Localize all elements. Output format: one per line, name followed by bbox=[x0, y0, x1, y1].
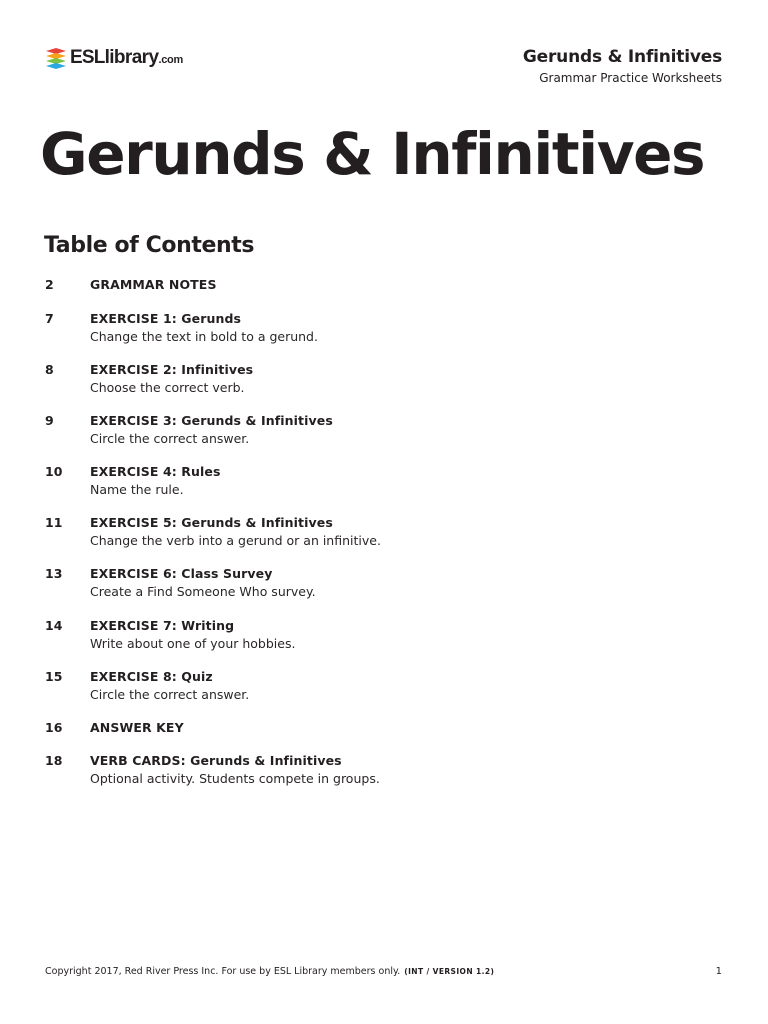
page-title: Gerunds & Infinitives bbox=[40, 120, 705, 188]
toc-entry-description: Write about one of your hobbies. bbox=[90, 636, 296, 651]
toc-heading: Table of Contents bbox=[44, 233, 255, 258]
toc-entry-description: Choose the correct verb. bbox=[90, 380, 245, 395]
toc-entry-title: ANSWER KEY bbox=[90, 720, 184, 735]
footer-copyright: Copyright 2017, Red River Press Inc. For use by ESL Library members only. (INT / VERSION 1.2) bbox=[45, 966, 495, 977]
toc-entry-title: EXERCISE 6: Class Survey bbox=[90, 566, 273, 581]
book-stack-icon bbox=[44, 46, 68, 70]
toc-page-number: 2 bbox=[45, 277, 54, 292]
toc-entry-title: EXERCISE 8: Quiz bbox=[90, 669, 213, 684]
document-title: Gerunds & Infinitives bbox=[522, 47, 722, 67]
toc-entry-title: EXERCISE 7: Writing bbox=[90, 618, 235, 633]
toc-entry-title: GRAMMAR NOTES bbox=[90, 277, 217, 292]
toc-entry-title: EXERCISE 4: Rules bbox=[90, 464, 221, 479]
page-number: 1 bbox=[715, 966, 722, 977]
toc-entry-description: Name the rule. bbox=[90, 482, 184, 497]
toc-page-number: 16 bbox=[45, 720, 63, 735]
toc-entry-description: Optional activity. Students compete in groups. bbox=[90, 771, 380, 786]
toc-entry-description: Create a Find Someone Who survey. bbox=[90, 584, 316, 599]
toc-page-number: 9 bbox=[45, 413, 54, 428]
toc-entry-description: Change the text in bold to a gerund. bbox=[90, 329, 318, 344]
toc-entry-title: EXERCISE 2: Infinitives bbox=[90, 362, 254, 377]
toc-entry-title: EXERCISE 1: Gerunds bbox=[90, 311, 242, 326]
logo-wordmark: ESLlibrary.com bbox=[70, 47, 183, 68]
toc-page-number: 7 bbox=[45, 311, 54, 326]
document-subtitle: Grammar Practice Worksheets bbox=[539, 71, 722, 85]
toc-page-number: 15 bbox=[45, 669, 63, 684]
toc-page-number: 11 bbox=[45, 515, 63, 530]
toc-page-number: 18 bbox=[45, 753, 63, 768]
page-header bbox=[0, 0, 768, 100]
toc-entry-description: Circle the correct answer. bbox=[90, 687, 250, 702]
toc-entry-description: Circle the correct answer. bbox=[90, 431, 250, 446]
toc-entry-description: Change the verb into a gerund or an infinitive. bbox=[90, 533, 381, 548]
toc-page-number: 8 bbox=[45, 362, 54, 377]
toc-entry-title: EXERCISE 3: Gerunds & Infinitives bbox=[90, 413, 333, 428]
toc-page-number: 10 bbox=[45, 464, 63, 479]
toc-entry-title: EXERCISE 5: Gerunds & Infinitives bbox=[90, 515, 333, 530]
toc-page-number: 13 bbox=[45, 566, 63, 581]
footer-version: (INT / VERSION 1.2) bbox=[404, 967, 495, 976]
toc-page-number: 14 bbox=[45, 618, 63, 633]
esl-library-logo[interactable] bbox=[44, 45, 183, 71]
toc-entry-title: VERB CARDS: Gerunds & Infinitives bbox=[90, 753, 342, 768]
